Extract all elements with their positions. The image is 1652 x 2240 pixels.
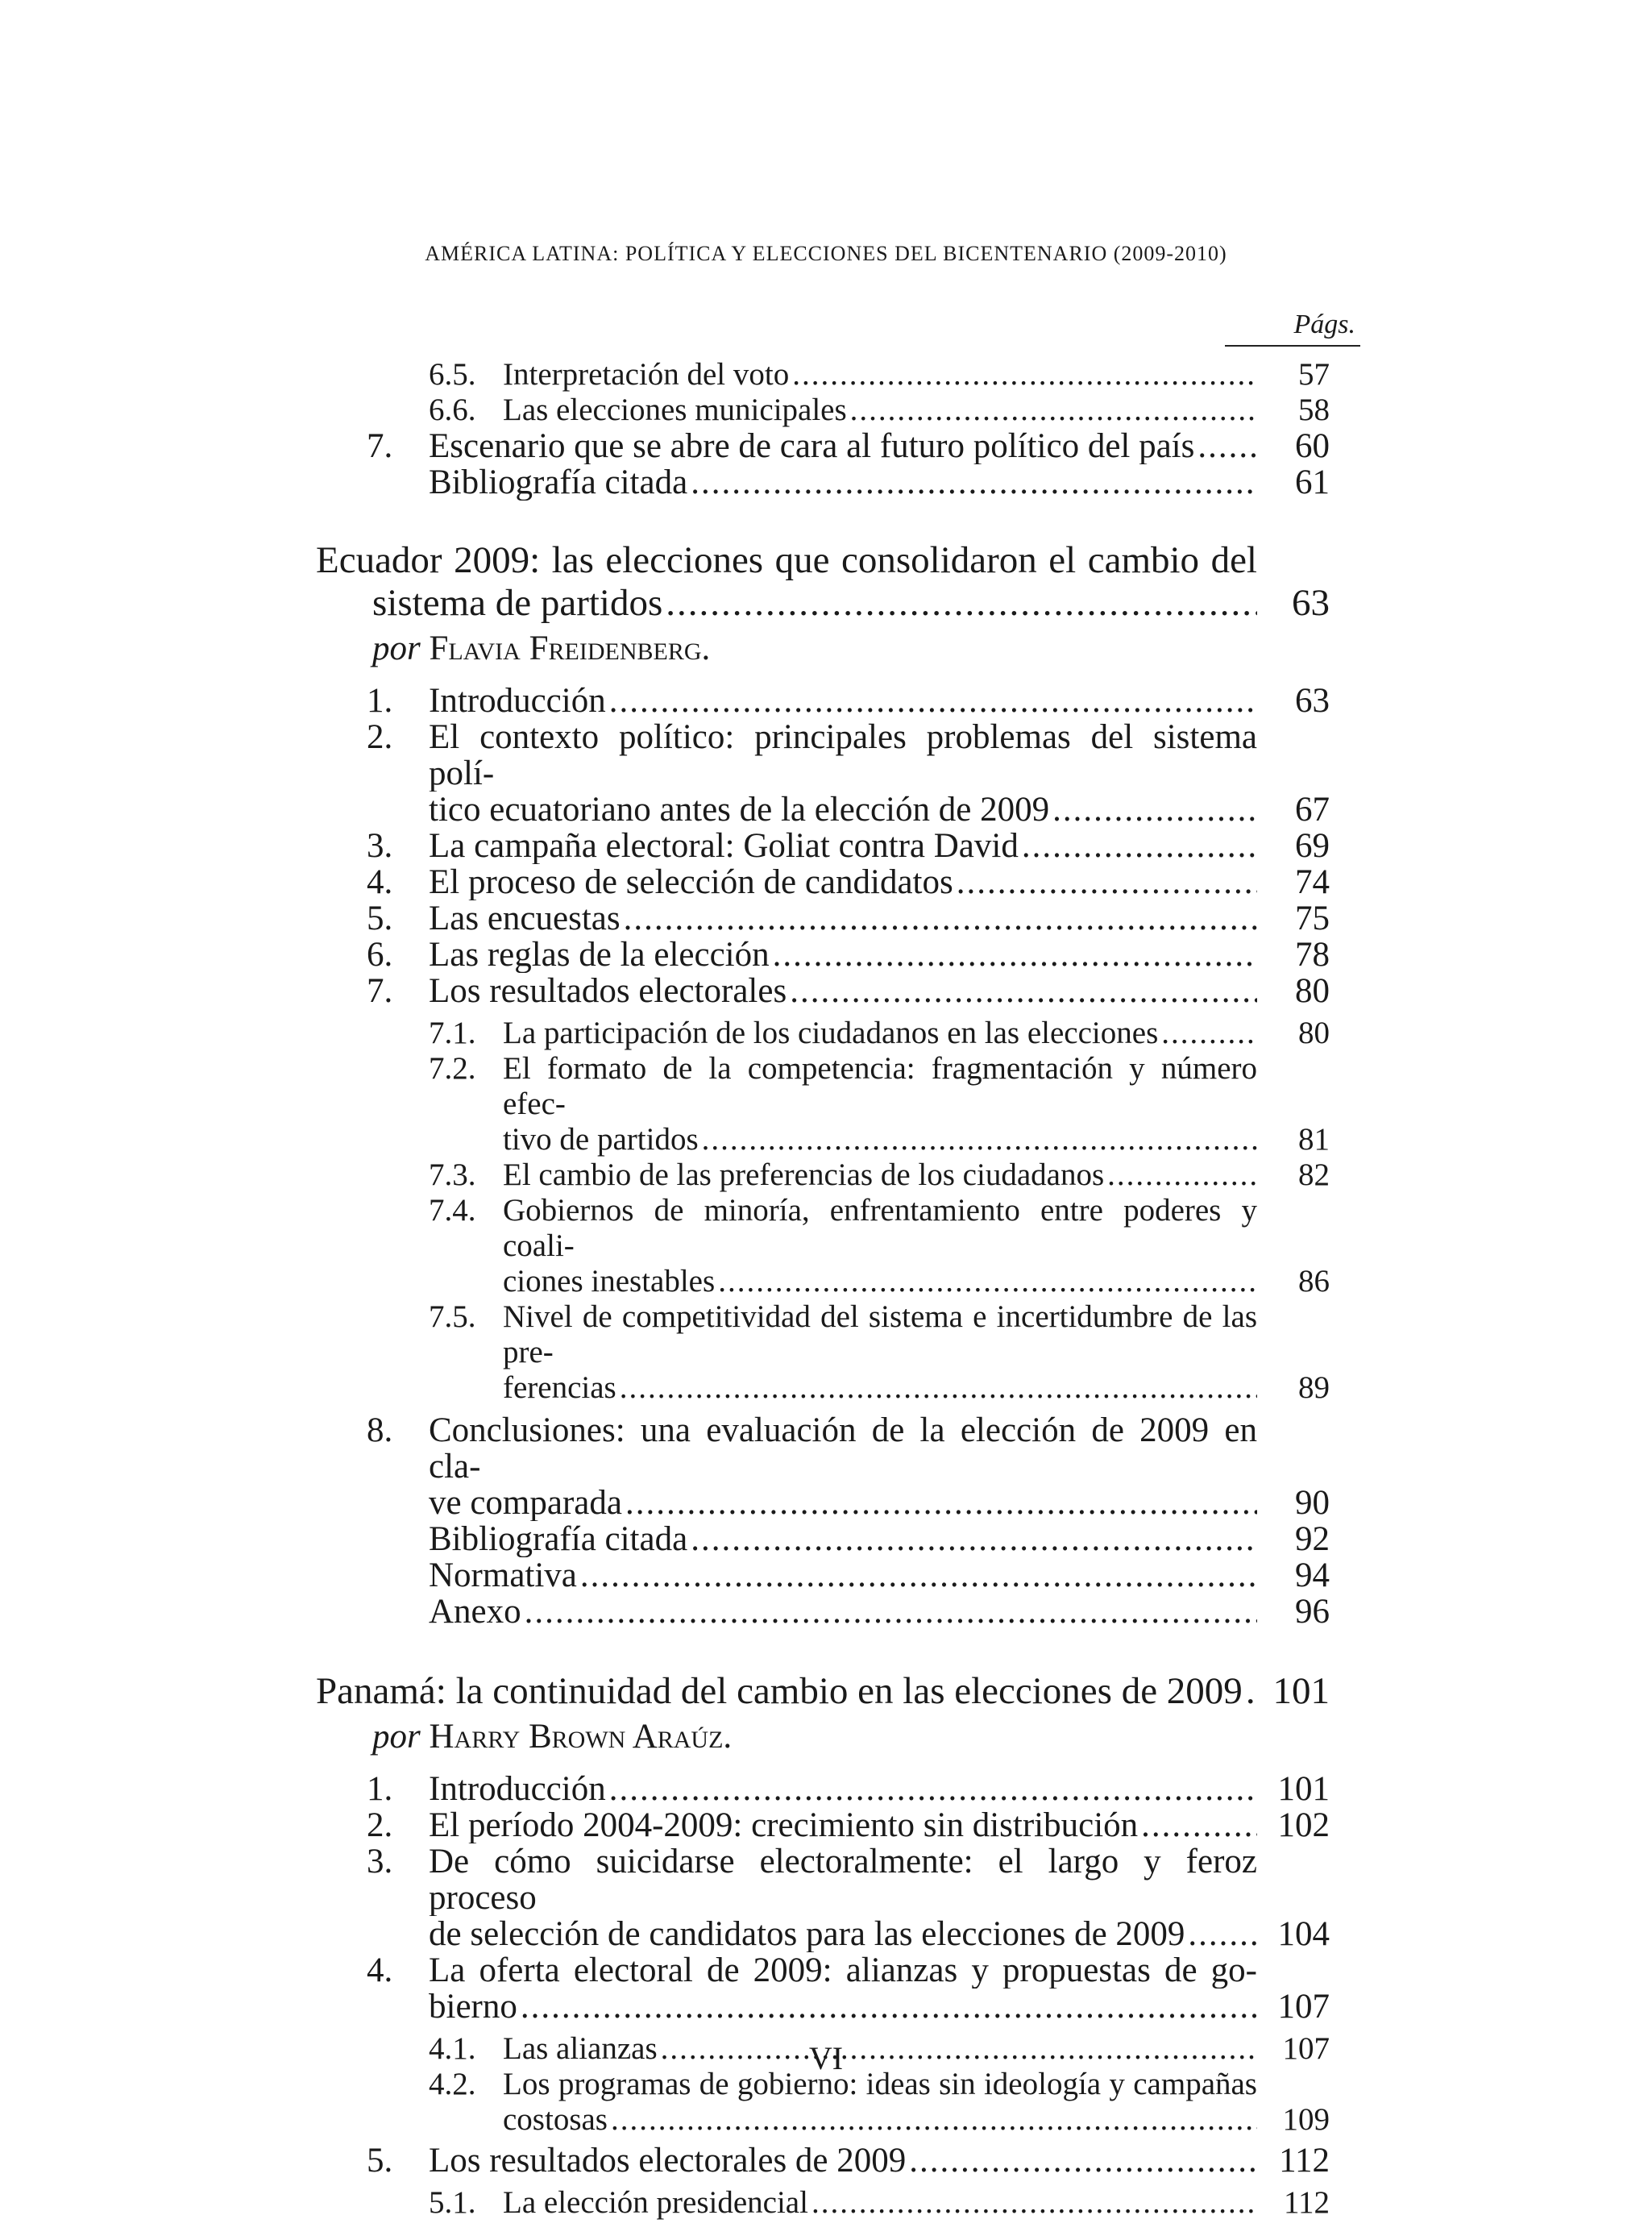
entry-number: 7.: [367, 972, 393, 1010]
entry-page-number: 80: [1298, 1016, 1330, 1050]
dot-leader: [1138, 1807, 1257, 1843]
entry-title: Las reglas de la elección: [429, 937, 770, 973]
entry-page-number: 74: [1295, 863, 1330, 901]
entry-number: 4.1.: [429, 2031, 476, 2066]
entry-page-number: 86: [1298, 1264, 1330, 1299]
entry-page-number: 63: [1292, 582, 1330, 624]
entry-title: La participación de los ciudadanos en las elecciones: [503, 1016, 1159, 1050]
entry-title: Introducción: [429, 683, 606, 719]
dot-leader: [606, 683, 1257, 719]
section-entry[interactable]: [0, 1412, 1652, 1521]
section-entry[interactable]: [0, 900, 1652, 937]
author-name: Flavia Freidenberg.: [420, 630, 711, 667]
dot-leader: [662, 582, 1257, 625]
dot-leader: [787, 973, 1257, 1009]
entry-page-number: 112: [1283, 2185, 1330, 2220]
entry-title: Escenario que se abre de cara al futuro político del país: [429, 428, 1195, 464]
dot-leader: [789, 357, 1257, 393]
entry-number: 6.: [367, 936, 393, 974]
entry-title: Los programas de gobierno: ideas sin ideología y campañas: [503, 2067, 1257, 2101]
dot-leader: [906, 2142, 1257, 2179]
dot-leader: [1158, 1016, 1257, 1051]
entry-title: ve comparada: [429, 1485, 622, 1521]
entry-page-number: 89: [1298, 1370, 1330, 1405]
entry-page-number: 57: [1298, 357, 1330, 392]
entry-page-number: 80: [1295, 972, 1330, 1010]
dot-leader: [1243, 1670, 1257, 1713]
dot-leader: [808, 2185, 1257, 2221]
entry-number: 7.3.: [429, 1157, 476, 1192]
section-entry[interactable]: [0, 2142, 1652, 2179]
entry-title: Bibliografía citada: [429, 464, 688, 501]
entry-number: 5.: [367, 2142, 393, 2180]
entry-page-number: 92: [1295, 1520, 1330, 1558]
entry-page-number: 61: [1295, 463, 1330, 501]
entry-title: Normativa: [429, 1557, 577, 1594]
entry-number: 4.2.: [429, 2067, 476, 2101]
entry-title: bierno: [429, 1989, 517, 2025]
subsection-entry[interactable]: [0, 1193, 1652, 1299]
section-entry[interactable]: [0, 828, 1652, 864]
subsection-entry[interactable]: [0, 2067, 1652, 2138]
entry-title: Los resultados electorales: [429, 973, 787, 1009]
entry-page-number: 102: [1277, 1806, 1330, 1844]
entry-number: 4.: [367, 1951, 393, 1989]
section-entry[interactable]: [0, 937, 1652, 973]
entry-page-number: 107: [1282, 2031, 1330, 2066]
entry-title: Las encuestas: [429, 900, 621, 937]
entry-number: 8.: [367, 1411, 393, 1449]
dot-leader: [577, 1557, 1257, 1594]
entry-number: 5.: [367, 900, 393, 937]
section-entry[interactable]: [0, 464, 1652, 501]
dot-leader: [606, 1771, 1257, 1807]
entry-title: Panamá: la continuidad del cambio en las elecciones de 2009: [316, 1670, 1243, 1712]
entry-title: Gobiernos de minoría, enfrentamiento entre poderes y coali-: [503, 1193, 1257, 1263]
entry-number: 7.5.: [429, 1299, 476, 1334]
entry-title: La campaña electoral: Goliat contra David: [429, 828, 1019, 864]
pages-column-label: Págs.: [1225, 310, 1360, 347]
dot-leader: [715, 1264, 1257, 1299]
entry-title: de selección de candidatos para las elecciones de 2009: [429, 1916, 1185, 1952]
chapter-author: [372, 1713, 1652, 1761]
entry-number: 3.: [367, 827, 393, 865]
entry-title: El período 2004-2009: crecimiento sin distribución: [429, 1807, 1139, 1843]
entry-title: Los resultados electorales de 2009: [429, 2142, 907, 2179]
dot-leader: [622, 1485, 1257, 1521]
entry-number: 2.: [367, 718, 393, 756]
entry-page-number: 69: [1295, 827, 1330, 865]
dot-leader: [770, 937, 1257, 973]
entry-title: ferencias: [503, 1370, 616, 1405]
entry-title: El cambio de las preferencias de los ciudadanos: [503, 1157, 1105, 1192]
entry-page-number: 63: [1295, 682, 1330, 720]
section-entry[interactable]: [0, 683, 1652, 719]
dot-leader: [1194, 428, 1257, 464]
entry-page-number: 58: [1298, 393, 1330, 427]
author-prefix: por: [372, 1718, 421, 1756]
entry-title: Bibliografía citada: [429, 1521, 688, 1557]
dot-leader: [1019, 828, 1257, 864]
entry-title: costosas: [503, 2102, 608, 2137]
dot-leader: [616, 1370, 1257, 1406]
entry-title: sistema de partidos: [372, 582, 663, 624]
entry-page-number: 109: [1282, 2102, 1330, 2137]
section-entry[interactable]: [0, 428, 1652, 464]
entry-number: 7.1.: [429, 1016, 476, 1050]
page-number: VI: [808, 2040, 844, 2076]
entry-title: Anexo: [429, 1594, 521, 1630]
entry-page-number: 94: [1295, 1556, 1330, 1594]
section-entry[interactable]: [0, 719, 1652, 828]
entry-number: 2.: [367, 1806, 393, 1844]
section-entry[interactable]: [0, 1952, 1652, 2025]
entry-title: El contexto político: principales problemas del sistema polí-: [429, 719, 1257, 792]
entry-page-number: 101: [1272, 1670, 1330, 1712]
dot-leader: [699, 1122, 1257, 1157]
entry-title: El formato de la competencia: fragmentación y número efec-: [503, 1051, 1257, 1121]
entry-page-number: 107: [1277, 1988, 1330, 2026]
entry-number: 7.2.: [429, 1051, 476, 1086]
dot-leader: [521, 1594, 1257, 1630]
author-prefix: por: [372, 630, 421, 667]
chapter-author: [372, 625, 1652, 673]
subsection-entry[interactable]: [0, 393, 1652, 428]
section-entry[interactable]: [0, 1843, 1652, 1952]
entry-number: 6.6.: [429, 393, 476, 427]
entry-number: 4.: [367, 863, 393, 901]
dot-leader: [1104, 1157, 1257, 1193]
entry-page-number: 67: [1295, 791, 1330, 829]
section-entry[interactable]: [0, 973, 1652, 1009]
entry-page-number: 90: [1295, 1484, 1330, 1522]
author-name: Harry Brown Araúz.: [420, 1718, 733, 1756]
dot-leader: [847, 393, 1257, 428]
subsection-entry[interactable]: [0, 1299, 1652, 1406]
running-head: AMÉRICA LATINA: POLÍTICA Y ELECCIONES DEL BICENTENARIO (2009-2010): [425, 242, 1227, 265]
entry-number: 7.4.: [429, 1193, 476, 1228]
dot-leader: [1049, 792, 1257, 828]
entry-page-number: 104: [1277, 1915, 1330, 1953]
table-of-contents: [0, 357, 1652, 2221]
entry-number: 7.: [367, 427, 393, 465]
dot-leader: [621, 900, 1257, 937]
section-entry[interactable]: [0, 1771, 1652, 1807]
entry-page-number: 112: [1279, 2142, 1330, 2180]
entry-number: 5.1.: [429, 2185, 476, 2220]
entry-title: De cómo suicidarse electoralmente: el largo y feroz proceso: [429, 1843, 1257, 1916]
subsection-entry[interactable]: [0, 1016, 1652, 1051]
dot-leader: [687, 464, 1257, 501]
subsection-entry[interactable]: [0, 2185, 1652, 2221]
entry-title: Nivel de competitividad del sistema e incertidumbre de las pre-: [503, 1299, 1257, 1369]
section-entry[interactable]: [0, 1807, 1652, 1843]
entry-number: 3.: [367, 1843, 393, 1881]
entry-number: 1.: [367, 682, 393, 720]
entry-page-number: 60: [1295, 427, 1330, 465]
entry-page-number: 78: [1295, 936, 1330, 974]
dot-leader: [608, 2102, 1257, 2138]
chapter-entry[interactable]: [0, 1670, 1652, 1713]
chapter-entry[interactable]: [0, 539, 1652, 625]
entry-title: Introducción: [429, 1771, 606, 1807]
section-entry[interactable]: [0, 1557, 1652, 1594]
entry-page-number: 75: [1295, 900, 1330, 937]
dot-leader: [953, 864, 1257, 900]
entry-number: 1.: [367, 1770, 393, 1808]
section-entry[interactable]: [0, 1521, 1652, 1557]
section-entry[interactable]: [0, 1594, 1652, 1630]
entry-title: Ecuador 2009: las elecciones que consolidaron el cambio del: [316, 539, 1257, 581]
entry-number: 6.5.: [429, 357, 476, 392]
entry-title: La elección presidencial: [503, 2185, 808, 2220]
entry-title: El proceso de selección de candidatos: [429, 864, 953, 900]
subsection-entry[interactable]: [0, 1157, 1652, 1193]
entry-page-number: 82: [1298, 1157, 1330, 1192]
entry-title: Las alianzas: [503, 2031, 658, 2066]
subsection-entry[interactable]: [0, 357, 1652, 393]
entry-title: Conclusiones: una evaluación de la elección de 2009 en cla-: [429, 1412, 1257, 1485]
entry-page-number: 101: [1277, 1770, 1330, 1808]
section-entry[interactable]: [0, 864, 1652, 900]
dot-leader: [687, 1521, 1257, 1557]
dot-leader: [517, 1989, 1257, 2025]
entry-page-number: 81: [1298, 1122, 1330, 1157]
entry-page-number: 96: [1295, 1593, 1330, 1631]
dot-leader: [1185, 1916, 1257, 1952]
entry-title: tico ecuatoriano antes de la elección de 2009: [429, 792, 1050, 828]
entry-title: tivo de partidos: [503, 1122, 699, 1157]
subsection-entry[interactable]: [0, 1051, 1652, 1157]
entry-title: Interpretación del voto: [503, 357, 790, 392]
entry-title: La oferta electoral de 2009: alianzas y propuestas de go-: [429, 1952, 1257, 1989]
entry-title: Las elecciones municipales: [503, 393, 847, 427]
entry-title: ciones inestables: [503, 1264, 716, 1299]
